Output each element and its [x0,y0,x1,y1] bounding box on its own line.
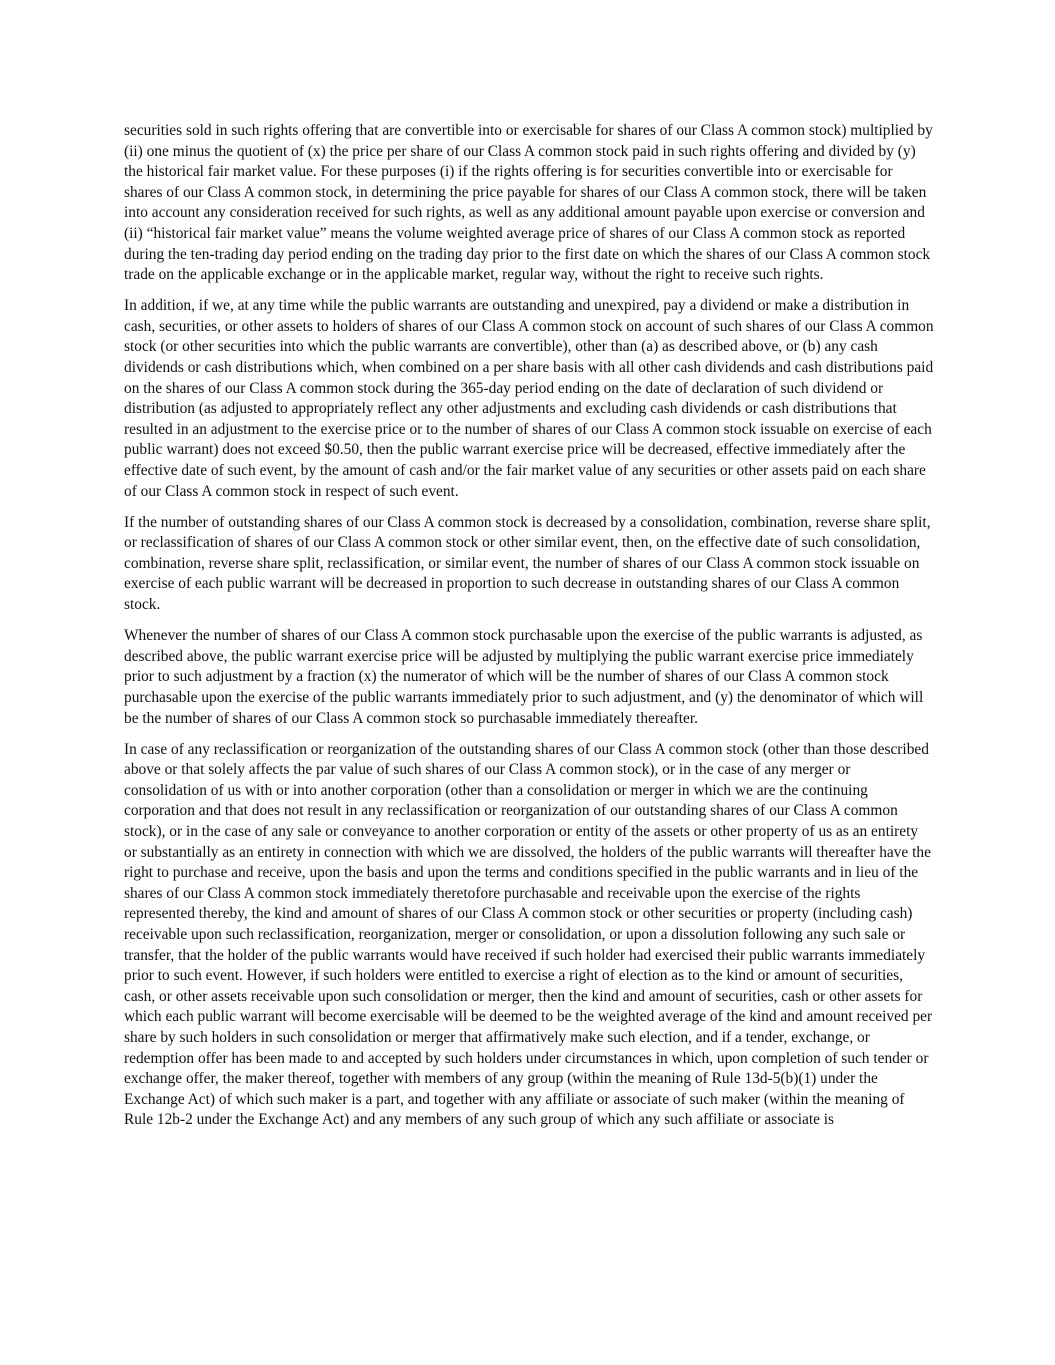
paragraph-exercise-price-adjustment: Whenever the number of shares of our Class A common stock purchasable upon the exercise of the public warrants is adjusted, as described above, the public warrant exercise price will be adjusted by multiplying the public warrant exercise price immediately prior to such adjustment by a fraction (x) the numerator of which will be the number of shares of our Class A common stock purchasable upon the exercise of the public warrants immediately prior to such adjustment, and (y) the denominator of which will be the number of shares of our Class A common stock so purchasable immediately thereafter. [124,627,924,727]
paragraph-share-consolidation: If the number of outstanding shares of our Class A common stock is decreased by a consolidation, combination, reverse share split, or reclassification of shares of our Class A common stock or other similar event, then, on the effective date of such consolidation, combination, reverse share split, reclassification, or similar event, the number of shares of our Class A common stock issuable on exercise of each public warrant will be decreased in proportion to such decrease in outstanding shares of our Class A common stock. [124,513,931,614]
paragraph-dividend-distribution: In addition, if we, at any time while the public warrants are outstanding and unexpired, pay a dividend or make a distribution in cash, securities, or other assets to holders of shares of our Class A common stock on account of such shares of our Class A common stock (or other securities into which the public warrants are convertible), other than (a) as described above, or (b) any cash dividends or cash distributions which, when combined on a per share basis with all other cash dividends and cash distributions paid on the shares of our Class A common stock during the 365-day period ending on the date of declaration of such dividend or distribution (as adjusted to appropriately reflect any other adjustments and excluding cash dividends or cash distributions that resulted in an adjustment to the exercise price or to the number of shares of our Class A common stock issuable on exercise of each public warrant) does not exceed $0.50, then the public warrant exercise price will be decreased, effective immediately after the effective date of such event, by the amount of cash and/or the fair market value of any securities or other assets paid on each share of our Class A common stock in respect of such event. [124,297,934,500]
paragraph-rights-offering-continuation: securities sold in such rights offering that are convertible into or exercisable for shares of our Class A common stock) multiplied by (ii) one minus the quotient of (x) the price per share of our Class A common stock paid in such rights offering and divided by (y) the historical fair market value. For these purposes (i) if the rights offering is for securities convertible into or exercisable for shares of our Class A common stock, in determining the price payable for shares of our Class A common stock, there will be taken into account any consideration received for such rights, as well as any additional amount payable upon exercise or conversion and (ii) “historical fair market value” means the volume weighted average price of shares of our Class A common stock as reported during the ten-trading day period ending on the trading day prior to the first date on which the shares of our Class A common stock trade on the applicable exchange or in the applicable market, regular way, without the right to receive such rights. [124,122,933,284]
paragraph-reclassification-reorganization: In case of any reclassification or reorganization of the outstanding shares of our Class A common stock (other than those described above or that solely affects the par value of such shares of our Class A common stock), or in the case of any merger or consolidation of us with or into another corporation (other than a consolidation or merger in which we are the continuing corporation and that does not result in any reclassification or reorganization of our outstanding shares of our Class A common stock), or in the case of any sale or conveyance to another corporation or entity of the assets or other property of us as an entirety or substantially as an entirety in connection with which we are dissolved, the holders of the public warrants will thereafter have the right to purchase and receive, upon the basis and upon the terms and conditions specified in the public warrants and in lieu of the shares of our Class A common stock immediately theretofore purchasable and receivable upon the exercise of the rights represented thereby, the kind and amount of shares of our Class A common stock or other securities or property (including cash) receivable upon such reclassification, reorganization, merger or consolidation, or upon a dissolution following any such sale or transfer, that the holder of the public warrants would have received if such holder had exercised their public warrants immediately prior to such event. However, if such holders were entitled to exercise a right of election as to the kind or amount of securities, cash, or other assets receivable upon such consolidation or merger, then the kind and amount of securities, cash or other assets for which each public warrant will become exercisable will be deemed to be the weighted average of the kind and amount received per share by such holders in such consolidation or merger that affirmatively make such election, and if a tender, exchange, or redemption offer has been made to and accepted by such holders under circumstances in which, upon completion of such tender or exchange offer, the maker thereof, together with members of any group (within the meaning of Rule 13d-5(b)(1) under the Exchange Act) of which such maker is a part, and together with any affiliate or associate of such maker (within the meaning of Rule 12b-2 under the Exchange Act) and any members of any such group of which any such affiliate or associate is [124,740,933,1129]
document-page [124,121,934,1141]
